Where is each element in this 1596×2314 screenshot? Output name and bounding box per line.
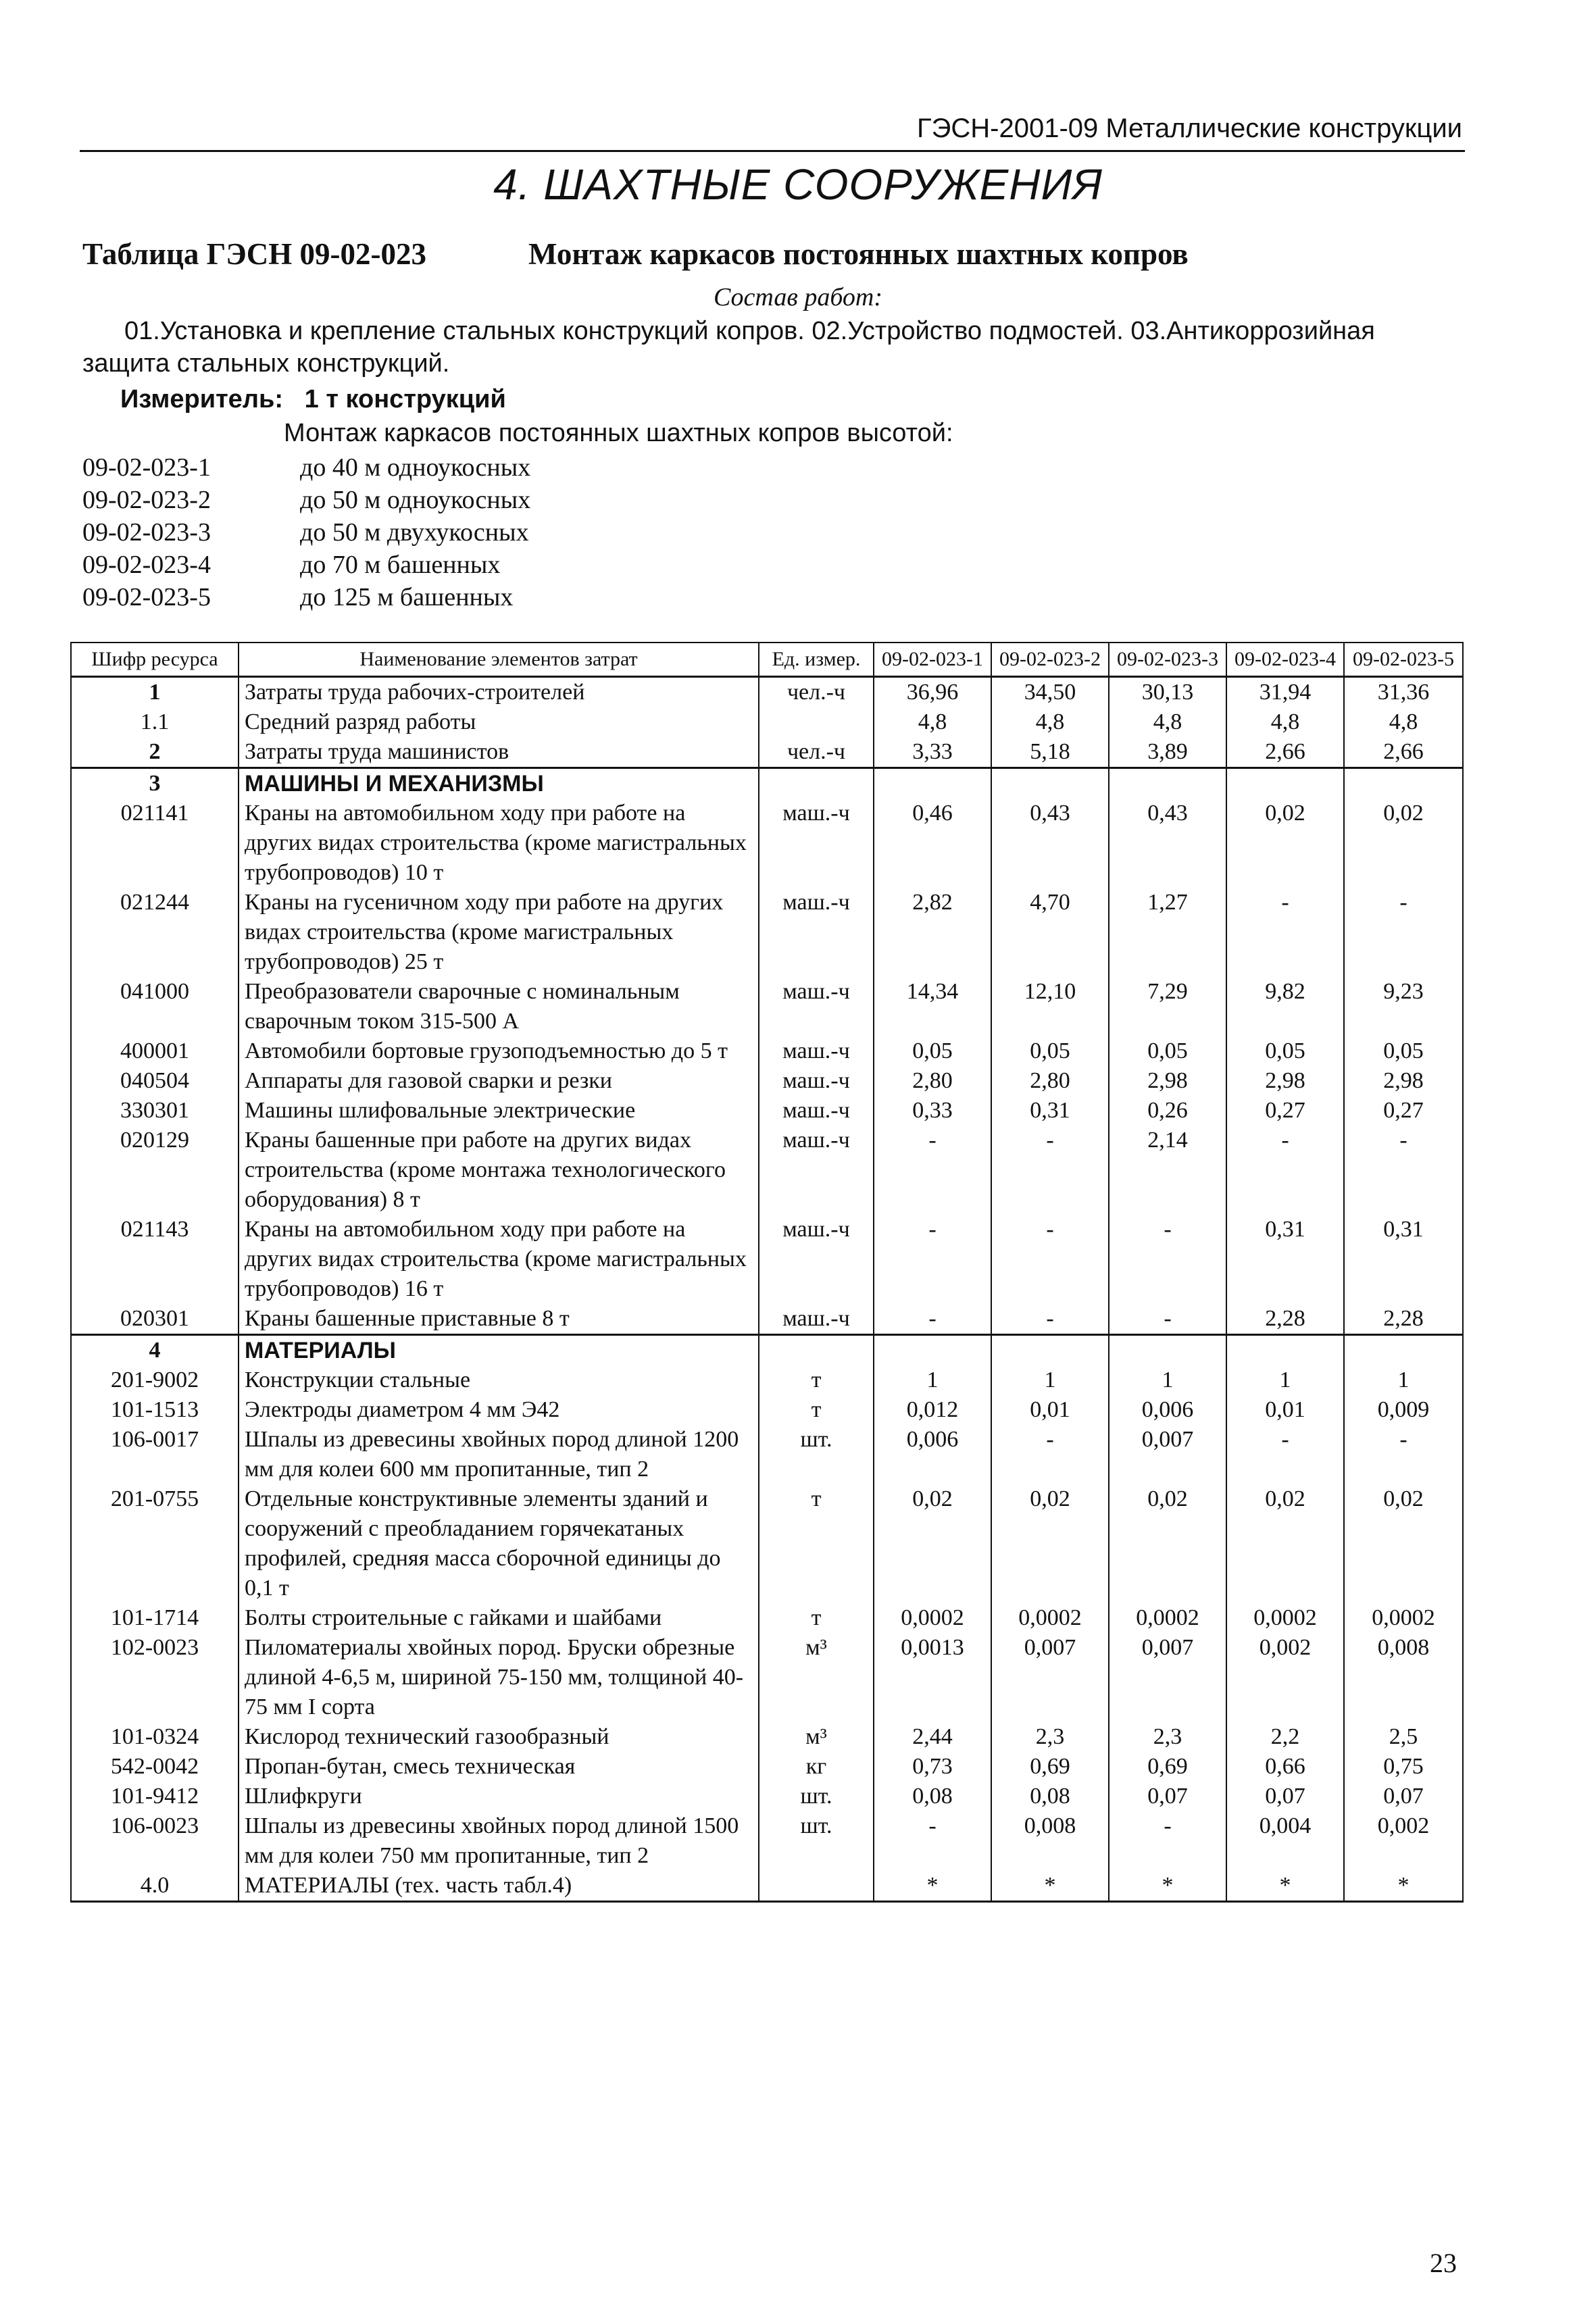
- norm-value: -: [991, 1126, 1109, 1215]
- norm-value: 34,50: [991, 677, 1109, 708]
- unit-of-measure: шт.: [759, 1811, 874, 1871]
- norm-value: 0,31: [1226, 1215, 1344, 1304]
- running-header: ГЭСН-2001-09 Металлические конструкции: [916, 114, 1462, 143]
- table-row: [71, 707, 1463, 737]
- norm-value: -: [1109, 1811, 1226, 1871]
- norm-value: 0,27: [1344, 1096, 1463, 1126]
- norm-value: 2,2: [1226, 1722, 1344, 1752]
- resource-code: 3: [71, 768, 239, 799]
- measure-unit: Измеритель: 1 т конструкций: [120, 385, 506, 413]
- norm-value: 0,69: [1109, 1752, 1226, 1782]
- norm-value: 0,05: [874, 1036, 991, 1066]
- norm-value: 0,002: [1344, 1811, 1463, 1871]
- variants-intro: Монтаж каркасов постоянных шахтных копров высотой:: [284, 419, 953, 447]
- cost-element-name: Пропан-бутан, смесь техническая: [239, 1752, 759, 1782]
- norm-value: 1: [991, 1365, 1109, 1395]
- variant-code: 09-02-023-1: [82, 453, 211, 482]
- variant-item: [82, 549, 530, 581]
- table-row: [71, 1811, 1463, 1871]
- table-row: [71, 1484, 1463, 1603]
- norm-value: -: [991, 1215, 1109, 1304]
- resource-code: 021141: [71, 799, 239, 888]
- variant-code: 09-02-023-4: [82, 551, 211, 579]
- unit-of-measure: чел.-ч: [759, 677, 874, 708]
- norm-value: [1109, 768, 1226, 799]
- norm-value: 2,44: [874, 1722, 991, 1752]
- norm-value: 2,98: [1226, 1066, 1344, 1096]
- norm-value: 2,28: [1344, 1304, 1463, 1335]
- norm-value: [1226, 768, 1344, 799]
- unit-of-measure: маш.-ч: [759, 1126, 874, 1215]
- resource-code: 4.0: [71, 1871, 239, 1902]
- norm-value: 0,012: [874, 1395, 991, 1425]
- norm-value: 2,98: [1344, 1066, 1463, 1096]
- norm-value: -: [1344, 1126, 1463, 1215]
- cost-element-name: Отдельные конструктивные элементы зданий и сооружений с преобладанием горячекатаных профилей, средняя масса сборочной единицы до 0,1 т: [239, 1484, 759, 1603]
- resource-code: 201-9002: [71, 1365, 239, 1395]
- variant-desc: до 50 м двухукосных: [300, 518, 529, 547]
- norm-value: 0,02: [1226, 1484, 1344, 1603]
- column-header: Шифр ресурса: [71, 643, 239, 677]
- norm-value: [1344, 768, 1463, 799]
- norm-value: 2,82: [874, 888, 991, 977]
- table-row: [71, 888, 1463, 977]
- table-row: [71, 1752, 1463, 1782]
- variant-item: [82, 516, 530, 549]
- norm-value: 0,002: [1226, 1633, 1344, 1722]
- unit-of-measure: [759, 707, 874, 737]
- resource-code: 101-1513: [71, 1395, 239, 1425]
- norm-value: 0,07: [1109, 1782, 1226, 1811]
- norm-value: 7,29: [1109, 977, 1226, 1036]
- cost-element-name: Преобразователи сварочные с номинальным сварочным током 315-500 А: [239, 977, 759, 1036]
- norm-value: 0,007: [1109, 1425, 1226, 1484]
- unit-of-measure: маш.-ч: [759, 1066, 874, 1096]
- header-rule: [80, 150, 1465, 152]
- norm-value: 0,43: [1109, 799, 1226, 888]
- norm-value: -: [991, 1304, 1109, 1335]
- norm-value: 0,02: [874, 1484, 991, 1603]
- norm-value: 0,69: [991, 1752, 1109, 1782]
- norm-value: 4,8: [1226, 707, 1344, 737]
- table-row: [71, 1036, 1463, 1066]
- unit-of-measure: [759, 1335, 874, 1366]
- norm-value: 1,27: [1109, 888, 1226, 977]
- resource-code: 106-0017: [71, 1425, 239, 1484]
- variant-item: [82, 451, 530, 484]
- cost-element-name: Затраты труда рабочих-строителей: [239, 677, 759, 708]
- norm-value: [991, 768, 1109, 799]
- cost-element-name: Средний разряд работы: [239, 707, 759, 737]
- norm-value: -: [874, 1126, 991, 1215]
- norm-value: 2,66: [1226, 737, 1344, 768]
- table-row: [71, 1335, 1463, 1366]
- norm-value: 1: [1109, 1365, 1226, 1395]
- table-header-row: [71, 643, 1463, 677]
- column-header: 09-02-023-4: [1226, 643, 1344, 677]
- norm-value: 2,5: [1344, 1722, 1463, 1752]
- norm-value: *: [874, 1871, 991, 1902]
- norm-value: 0,02: [991, 1484, 1109, 1603]
- column-header: 09-02-023-5: [1344, 643, 1463, 677]
- variant-item: [82, 484, 530, 516]
- norm-value: 0,07: [1344, 1782, 1463, 1811]
- norm-value: 0,08: [874, 1782, 991, 1811]
- unit-of-measure: кг: [759, 1752, 874, 1782]
- norm-value: 1: [874, 1365, 991, 1395]
- cost-element-name: Машины шлифовальные электрические: [239, 1096, 759, 1126]
- norm-value: 36,96: [874, 677, 991, 708]
- norm-value: -: [991, 1425, 1109, 1484]
- cost-element-name: Краны на гусеничном ходу при работе на других видах строительства (кроме магистральных трубопроводов) 25 т: [239, 888, 759, 977]
- resource-code: 4: [71, 1335, 239, 1366]
- norm-value: 2,3: [991, 1722, 1109, 1752]
- table-row: [71, 977, 1463, 1036]
- norm-value: 0,05: [991, 1036, 1109, 1066]
- norm-value: 12,10: [991, 977, 1109, 1036]
- norm-value: 14,34: [874, 977, 991, 1036]
- norm-value: 0,33: [874, 1096, 991, 1126]
- cost-element-name: Конструкции стальные: [239, 1365, 759, 1395]
- norm-value: -: [874, 1304, 991, 1335]
- norm-value: [874, 768, 991, 799]
- norm-value: -: [874, 1811, 991, 1871]
- norm-value: 0,009: [1344, 1395, 1463, 1425]
- variant-desc: до 50 м одноукосных: [300, 486, 531, 514]
- norm-value: 0,008: [1344, 1633, 1463, 1722]
- norm-value: 0,31: [991, 1096, 1109, 1126]
- table-row: [71, 1871, 1463, 1902]
- resource-code: 1.1: [71, 707, 239, 737]
- norm-value: 3,89: [1109, 737, 1226, 768]
- cost-element-name: Электроды диаметром 4 мм Э42: [239, 1395, 759, 1425]
- unit-of-measure: т: [759, 1484, 874, 1603]
- unit-of-measure: [759, 1871, 874, 1902]
- resource-code: 021244: [71, 888, 239, 977]
- norm-value: 2,66: [1344, 737, 1463, 768]
- norm-value: 2,14: [1109, 1126, 1226, 1215]
- norm-value: -: [1109, 1304, 1226, 1335]
- resource-code: 201-0755: [71, 1484, 239, 1603]
- resource-code: 400001: [71, 1036, 239, 1066]
- unit-of-measure: чел.-ч: [759, 737, 874, 768]
- norm-value: [1344, 1335, 1463, 1366]
- cost-element-name: Автомобили бортовые грузоподъемностью до 5 т: [239, 1036, 759, 1066]
- norm-value: 5,18: [991, 737, 1109, 768]
- table-row: [71, 768, 1463, 799]
- resource-code: 1: [71, 677, 239, 708]
- resource-code: 330301: [71, 1096, 239, 1126]
- unit-of-measure: т: [759, 1365, 874, 1395]
- norm-value: 0,75: [1344, 1752, 1463, 1782]
- norm-value: -: [1226, 1126, 1344, 1215]
- norm-value: 0,0002: [1109, 1603, 1226, 1633]
- norm-value: 0,05: [1109, 1036, 1226, 1066]
- table-row: [71, 1215, 1463, 1304]
- norm-value: 1: [1344, 1365, 1463, 1395]
- column-header: 09-02-023-3: [1109, 643, 1226, 677]
- variant-item: [82, 581, 530, 613]
- table-row: [71, 1096, 1463, 1126]
- variant-desc: до 70 м башенных: [300, 551, 501, 579]
- norm-value: 0,66: [1226, 1752, 1344, 1782]
- norm-value: 9,23: [1344, 977, 1463, 1036]
- table-row: [71, 1395, 1463, 1425]
- norm-value: 0,73: [874, 1752, 991, 1782]
- table-row: [71, 1722, 1463, 1752]
- resource-code: 101-9412: [71, 1782, 239, 1811]
- norm-value: 0,0013: [874, 1633, 991, 1722]
- variants-list: [82, 451, 530, 613]
- table-row: [71, 799, 1463, 888]
- variant-desc: до 40 м одноукосных: [300, 453, 531, 482]
- cost-element-name: Шпалы из древесины хвойных пород длиной 1500 мм для колеи 750 мм пропитанные, тип 2: [239, 1811, 759, 1871]
- resource-code: 040504: [71, 1066, 239, 1096]
- norm-value: *: [1344, 1871, 1463, 1902]
- norm-value: 0,007: [1109, 1633, 1226, 1722]
- norm-value: 0,46: [874, 799, 991, 888]
- norm-value: 2,98: [1109, 1066, 1226, 1096]
- unit-of-measure: маш.-ч: [759, 799, 874, 888]
- cost-element-name: Пиломатериалы хвойных пород. Бруски обрезные длиной 4-6,5 м, шириной 75-150 мм, толщиной 40-75 мм I сорта: [239, 1633, 759, 1722]
- norm-value: 0,43: [991, 799, 1109, 888]
- cost-element-name: Шлифкруги: [239, 1782, 759, 1811]
- norms-table: [70, 642, 1464, 1903]
- resource-code: 542-0042: [71, 1752, 239, 1782]
- norm-value: 0,02: [1344, 799, 1463, 888]
- composition-text: 01.Установка и крепление стальных конструкций копров. 02.Устройство подмостей. 03.Антикоррозийная защита стальных конструкций.: [82, 317, 1375, 378]
- unit-of-measure: маш.-ч: [759, 1096, 874, 1126]
- norm-value: 2,28: [1226, 1304, 1344, 1335]
- norm-value: 0,08: [991, 1782, 1109, 1811]
- resource-code: 020129: [71, 1126, 239, 1215]
- table-caption: Монтаж каркасов постоянных шахтных копров: [528, 237, 1189, 271]
- resource-code: 020301: [71, 1304, 239, 1335]
- resource-code: 2: [71, 737, 239, 768]
- norm-value: 30,13: [1109, 677, 1226, 708]
- column-header: Наименование элементов затрат: [239, 643, 759, 677]
- norm-value: 0,007: [991, 1633, 1109, 1722]
- resource-code: 021143: [71, 1215, 239, 1304]
- norm-value: 0,006: [1109, 1395, 1226, 1425]
- cost-element-name: Кислород технический газообразный: [239, 1722, 759, 1752]
- resource-code: 102-0023: [71, 1633, 239, 1722]
- norm-value: 1: [1226, 1365, 1344, 1395]
- table-body: [71, 677, 1463, 1902]
- norm-value: 2,80: [991, 1066, 1109, 1096]
- norm-value: 0,31: [1344, 1215, 1463, 1304]
- page-number: 23: [1430, 2248, 1457, 2278]
- cost-element-name: Краны башенные при работе на других видах строительства (кроме монтажа технологического оборудования) 8 т: [239, 1126, 759, 1215]
- norm-value: 4,70: [991, 888, 1109, 977]
- norm-value: 4,8: [1344, 707, 1463, 737]
- table-row: [71, 737, 1463, 768]
- cost-element-name: МАШИНЫ И МЕХАНИЗМЫ: [239, 768, 759, 799]
- norm-value: 0,02: [1226, 799, 1344, 888]
- column-header: 09-02-023-1: [874, 643, 991, 677]
- norm-value: 4,8: [991, 707, 1109, 737]
- table-row: [71, 1304, 1463, 1335]
- cost-element-name: Краны башенные приставные 8 т: [239, 1304, 759, 1335]
- cost-element-name: Краны на автомобильном ходу при работе на других видах строительства (кроме магистральных трубопроводов) 16 т: [239, 1215, 759, 1304]
- table-row: [71, 1066, 1463, 1096]
- norm-value: 2,80: [874, 1066, 991, 1096]
- unit-of-measure: шт.: [759, 1782, 874, 1811]
- norm-value: -: [1226, 1425, 1344, 1484]
- norm-value: 0,05: [1344, 1036, 1463, 1066]
- table-row: [71, 1782, 1463, 1811]
- cost-element-name: Шпалы из древесины хвойных пород длиной 1200 мм для колеи 600 мм пропитанные, тип 2: [239, 1425, 759, 1484]
- resource-code: 101-1714: [71, 1603, 239, 1633]
- unit-of-measure: маш.-ч: [759, 888, 874, 977]
- norm-value: 0,006: [874, 1425, 991, 1484]
- resource-code: 041000: [71, 977, 239, 1036]
- cost-element-name: Затраты труда машинистов: [239, 737, 759, 768]
- norm-value: 0,004: [1226, 1811, 1344, 1871]
- cost-element-name: МАТЕРИАЛЫ: [239, 1335, 759, 1366]
- norm-value: *: [1109, 1871, 1226, 1902]
- norm-value: 9,82: [1226, 977, 1344, 1036]
- table-row: [71, 1633, 1463, 1722]
- cost-element-name: МАТЕРИАЛЫ (тех. часть табл.4): [239, 1871, 759, 1902]
- resource-code: 106-0023: [71, 1811, 239, 1871]
- variant-code: 09-02-023-5: [82, 583, 211, 611]
- unit-of-measure: т: [759, 1395, 874, 1425]
- norm-value: *: [1226, 1871, 1344, 1902]
- norm-value: 0,0002: [1226, 1603, 1344, 1633]
- table-label: Таблица ГЭСН 09-02-023: [82, 237, 426, 271]
- column-header: Ед. измер.: [759, 643, 874, 677]
- norm-value: 0,05: [1226, 1036, 1344, 1066]
- norm-value: [874, 1335, 991, 1366]
- norm-value: 3,33: [874, 737, 991, 768]
- norm-value: 0,0002: [991, 1603, 1109, 1633]
- norm-value: -: [1344, 888, 1463, 977]
- norm-value: *: [991, 1871, 1109, 1902]
- unit-of-measure: [759, 768, 874, 799]
- norm-value: 2,3: [1109, 1722, 1226, 1752]
- norm-value: -: [874, 1215, 991, 1304]
- norm-value: 31,36: [1344, 677, 1463, 708]
- norm-value: 0,01: [991, 1395, 1109, 1425]
- norm-value: 0,02: [1344, 1484, 1463, 1603]
- variant-code: 09-02-023-2: [82, 486, 211, 514]
- table-row: [71, 1126, 1463, 1215]
- norm-value: 0,26: [1109, 1096, 1226, 1126]
- norm-value: 4,8: [1109, 707, 1226, 737]
- norm-value: -: [1109, 1215, 1226, 1304]
- unit-of-measure: маш.-ч: [759, 1304, 874, 1335]
- composition-heading: Состав работ:: [713, 283, 883, 311]
- cost-element-name: Болты строительные с гайками и шайбами: [239, 1603, 759, 1633]
- unit-of-measure: м³: [759, 1722, 874, 1752]
- table-row: [71, 1603, 1463, 1633]
- norm-value: -: [1344, 1425, 1463, 1484]
- norm-value: [991, 1335, 1109, 1366]
- unit-of-measure: маш.-ч: [759, 977, 874, 1036]
- unit-of-measure: т: [759, 1603, 874, 1633]
- cost-element-name: Аппараты для газовой сварки и резки: [239, 1066, 759, 1096]
- norm-value: -: [1226, 888, 1344, 977]
- norm-value: [1109, 1335, 1226, 1366]
- resource-code: 101-0324: [71, 1722, 239, 1752]
- unit-of-measure: маш.-ч: [759, 1036, 874, 1066]
- unit-of-measure: маш.-ч: [759, 1215, 874, 1304]
- table-row: [71, 677, 1463, 708]
- column-header: 09-02-023-2: [991, 643, 1109, 677]
- norm-value: 0,07: [1226, 1782, 1344, 1811]
- unit-of-measure: м³: [759, 1633, 874, 1722]
- norm-value: 4,8: [874, 707, 991, 737]
- cost-element-name: Краны на автомобильном ходу при работе на других видах строительства (кроме магистральных трубопроводов) 10 т: [239, 799, 759, 888]
- norm-value: 31,94: [1226, 677, 1344, 708]
- table-row: [71, 1425, 1463, 1484]
- norm-value: 0,27: [1226, 1096, 1344, 1126]
- norm-value: 0,0002: [1344, 1603, 1463, 1633]
- section-title: 4. ШАХТНЫЕ СООРУЖЕНИЯ: [493, 160, 1103, 209]
- variant-code: 09-02-023-3: [82, 518, 211, 547]
- norm-value: 0,0002: [874, 1603, 991, 1633]
- unit-of-measure: шт.: [759, 1425, 874, 1484]
- norm-value: 0,01: [1226, 1395, 1344, 1425]
- norm-value: 0,02: [1109, 1484, 1226, 1603]
- variant-desc: до 125 м башенных: [300, 583, 514, 611]
- norm-value: [1226, 1335, 1344, 1366]
- norm-value: 0,008: [991, 1811, 1109, 1871]
- table-row: [71, 1365, 1463, 1395]
